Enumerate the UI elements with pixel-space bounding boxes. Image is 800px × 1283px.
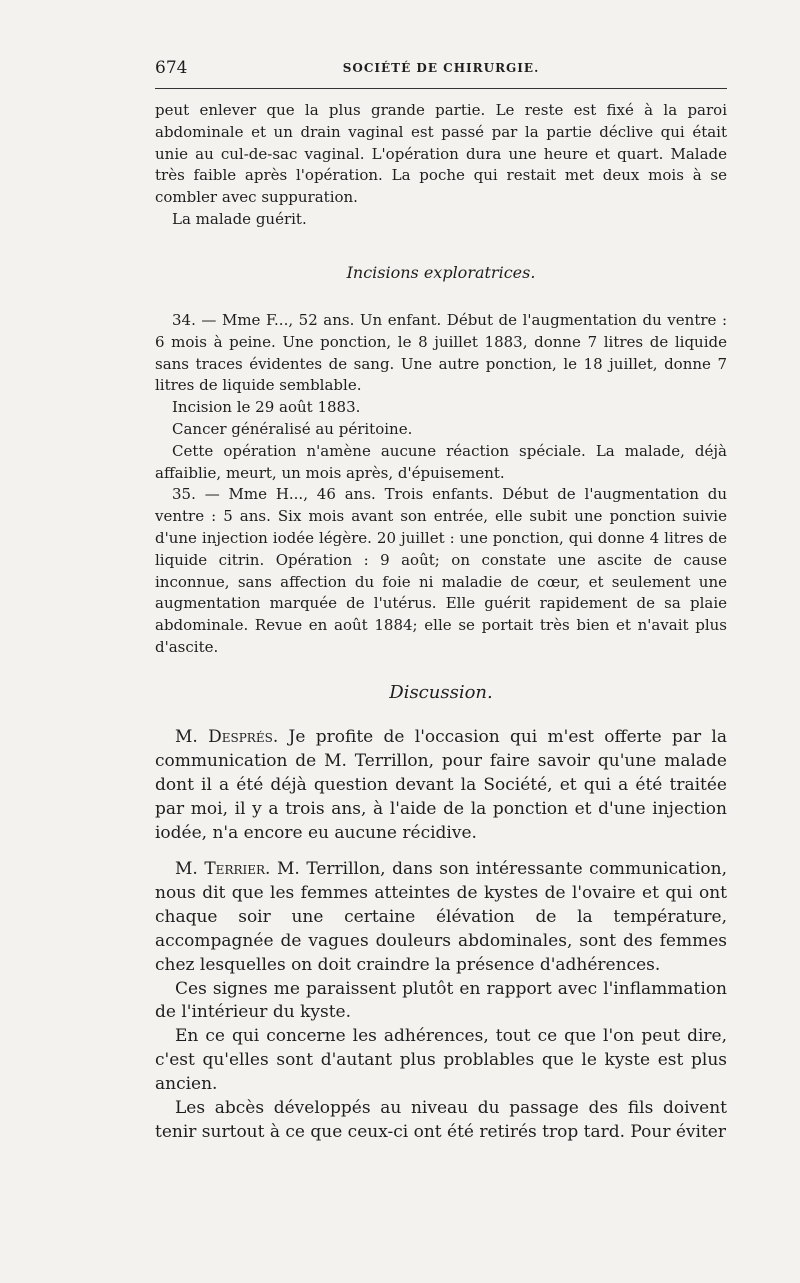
paragraph xyxy=(155,858,727,978)
paragraph: En ce qui concerne les adhérences, tout ce que l'on peut dire, c'est qu'elles sont d'autant plus problables que le kyste est plus ancien. xyxy=(155,1026,727,1095)
page-number: 674 xyxy=(155,58,188,78)
speaker-name: M. Terrier. xyxy=(175,859,271,879)
case-continuation xyxy=(155,100,727,231)
page-header xyxy=(155,58,727,82)
running-title: SOCIÉTÉ DE CHIRURGIE. xyxy=(342,61,540,75)
paragraph: 35. — Mme H..., 46 ans. Trois enfants. Début de l'augmentation du ventre : 5 ans. Six mois avant son entrée, elle subit une ponction suivie d'une injection iodée légère. 20 juillet : une ponction, qui donne 4 litres de liquide citrin. Opération : 9 août; on constate une ascite de cause inconnue, sans affection du foie ni maladie de cœur, et seulement une augmentation marquée de l'utérus. Elle guérit rapidement de sa plaie abdominale. Revue en août 1884; elle se portait très bien et n'avait plus d'ascite. xyxy=(155,485,727,656)
discussion-terrier xyxy=(155,858,727,1145)
discussion-despres xyxy=(155,726,727,846)
case-reports xyxy=(155,310,727,659)
paragraph xyxy=(155,726,727,846)
section-heading-incisions: Incisions exploratrices. xyxy=(346,263,536,282)
paragraph-text: M. Terrillon, dans son intéressante communication, nous dit que les femmes atteintes de kystes de l'ovaire et qui ont chaque soir une certaine élévation de la température, accompagnée de vagues douleurs abdominales, sont des femmes chez lesquelles on doit craindre la présence d'adhérences. xyxy=(155,859,727,975)
paragraph: Cette opération n'amène aucune réaction spéciale. La malade, déjà affaiblie, meurt, un mois après, d'épuisement. xyxy=(155,441,727,482)
paragraph: Incision le 29 août 1883. xyxy=(172,398,361,417)
section-heading-discussion: Discussion. xyxy=(389,682,493,703)
paragraph: Ces signes me paraissent plutôt en rapport avec l'inflammation de l'intérieur du kyste. xyxy=(155,978,727,1023)
paragraph-text: Je profite de l'occasion qui m'est offerte par la communication de M. Terrillon, pour faire savoir qu'une malade dont il a été déjà question devant la Société, et qui a été traitée par moi, il y a trois ans, à l'aide de la ponction et d'une injection iodée, n'a encore eu aucune récidive. xyxy=(155,727,727,843)
speaker-name: M. Després. xyxy=(175,727,279,747)
paragraph: Cancer généralisé au péritoine. xyxy=(172,419,413,438)
paragraph: Les abcès développés au niveau du passage des fils doivent tenir surtout à ce que ceux-ci ont été retirés trop tard. Pour éviter xyxy=(155,1098,727,1142)
paragraph: peut enlever que la plus grande partie. Le reste est fixé à la paroi abdominale et un drain vaginal est passé par la partie déclive qui était unie au cul-de-sac vaginal. L'opération dura une heure et quart. Malade très faible après l'opération. La poche qui restait met deux mois à se combler avec suppuration. xyxy=(155,101,727,207)
paragraph: 34. — Mme F..., 52 ans. Un enfant. Début de l'augmentation du ventre : 6 mois à peine. Une ponction, le 8 juillet 1883, donne 7 litres de liquide sans traces évidentes de sang. Une autre ponction, le 18 juillet, donne 7 litres de liquide semblable. xyxy=(155,311,727,395)
header-rule xyxy=(155,88,727,89)
paragraph: La malade guérit. xyxy=(172,209,307,228)
